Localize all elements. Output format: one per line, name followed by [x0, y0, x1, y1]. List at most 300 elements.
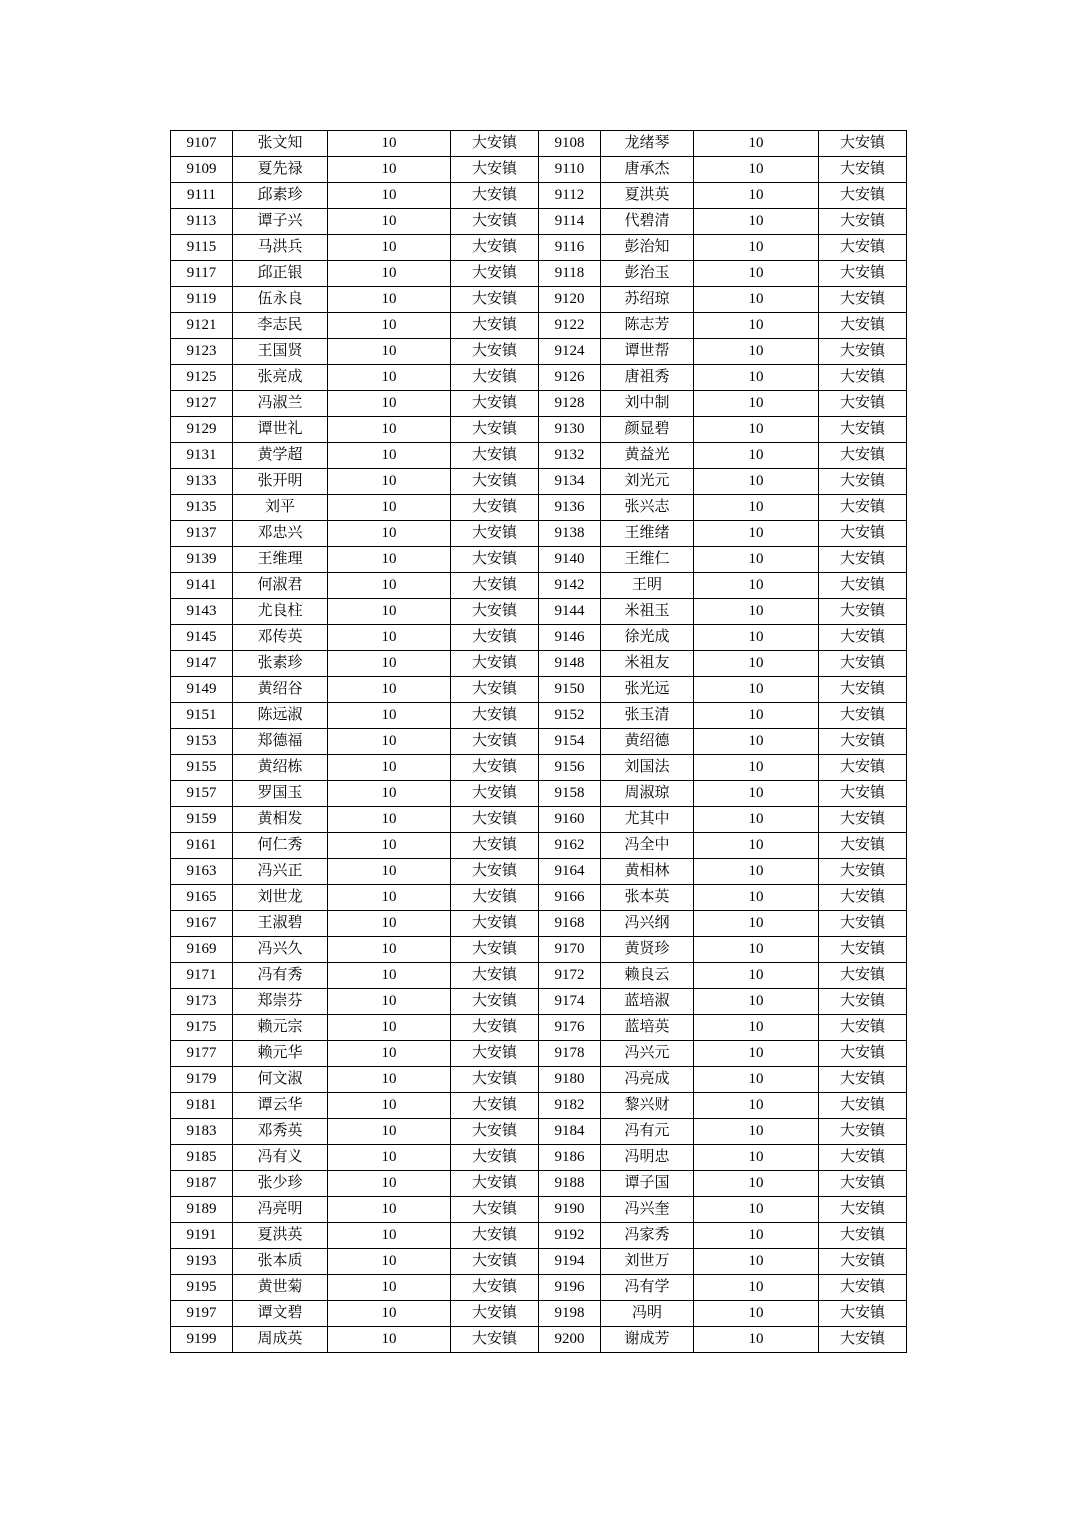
cell-score: 10 [694, 729, 819, 755]
roster-table-body [171, 131, 907, 1353]
cell-name: 赖元华 [233, 1041, 328, 1067]
cell-id: 9158 [539, 781, 601, 807]
cell-town: 大安镇 [819, 1041, 907, 1067]
cell-id: 9109 [171, 157, 233, 183]
table-row [171, 183, 907, 209]
table-row [171, 339, 907, 365]
table-row [171, 755, 907, 781]
cell-score: 10 [694, 885, 819, 911]
table-row [171, 1327, 907, 1353]
cell-town: 大安镇 [819, 1015, 907, 1041]
cell-score: 10 [328, 547, 451, 573]
cell-score: 10 [694, 443, 819, 469]
cell-town: 大安镇 [451, 313, 539, 339]
cell-score: 10 [328, 521, 451, 547]
cell-score: 10 [694, 807, 819, 833]
cell-name: 唐承杰 [601, 157, 694, 183]
cell-score: 10 [694, 1327, 819, 1353]
cell-score: 10 [328, 1119, 451, 1145]
cell-name: 王明 [601, 573, 694, 599]
cell-id: 9186 [539, 1145, 601, 1171]
cell-town: 大安镇 [819, 573, 907, 599]
cell-town: 大安镇 [819, 963, 907, 989]
cell-town: 大安镇 [819, 755, 907, 781]
cell-id: 9139 [171, 547, 233, 573]
table-row [171, 1301, 907, 1327]
cell-score: 10 [328, 1093, 451, 1119]
cell-score: 10 [328, 1197, 451, 1223]
table-row [171, 625, 907, 651]
cell-town: 大安镇 [819, 1119, 907, 1145]
cell-name: 张少珍 [233, 1171, 328, 1197]
table-row [171, 391, 907, 417]
cell-id: 9147 [171, 651, 233, 677]
cell-score: 10 [328, 677, 451, 703]
cell-town: 大安镇 [819, 209, 907, 235]
cell-town: 大安镇 [451, 833, 539, 859]
cell-town: 大安镇 [819, 287, 907, 313]
cell-name: 冯亮成 [601, 1067, 694, 1093]
cell-town: 大安镇 [451, 573, 539, 599]
cell-id: 9151 [171, 703, 233, 729]
cell-score: 10 [694, 235, 819, 261]
table-row [171, 469, 907, 495]
cell-score: 10 [328, 1301, 451, 1327]
cell-town: 大安镇 [819, 1171, 907, 1197]
cell-town: 大安镇 [819, 235, 907, 261]
table-row [171, 677, 907, 703]
cell-score: 10 [328, 365, 451, 391]
cell-score: 10 [328, 573, 451, 599]
cell-town: 大安镇 [451, 1171, 539, 1197]
cell-town: 大安镇 [819, 599, 907, 625]
cell-score: 10 [328, 833, 451, 859]
cell-name: 张兴志 [601, 495, 694, 521]
cell-name: 张开明 [233, 469, 328, 495]
cell-id: 9132 [539, 443, 601, 469]
cell-name: 伍永良 [233, 287, 328, 313]
cell-name: 徐光成 [601, 625, 694, 651]
cell-name: 夏洪英 [233, 1223, 328, 1249]
cell-id: 9185 [171, 1145, 233, 1171]
cell-name: 黄益光 [601, 443, 694, 469]
cell-name: 冯兴奎 [601, 1197, 694, 1223]
cell-name: 刘国法 [601, 755, 694, 781]
table-row [171, 911, 907, 937]
table-row [171, 937, 907, 963]
cell-town: 大安镇 [451, 937, 539, 963]
cell-id: 9149 [171, 677, 233, 703]
cell-id: 9133 [171, 469, 233, 495]
cell-id: 9122 [539, 313, 601, 339]
cell-score: 10 [328, 183, 451, 209]
cell-id: 9164 [539, 859, 601, 885]
cell-town: 大安镇 [451, 131, 539, 157]
cell-name: 蓝培淑 [601, 989, 694, 1015]
cell-id: 9162 [539, 833, 601, 859]
cell-name: 何淑君 [233, 573, 328, 599]
cell-town: 大安镇 [819, 183, 907, 209]
table-row [171, 963, 907, 989]
cell-id: 9178 [539, 1041, 601, 1067]
cell-id: 9175 [171, 1015, 233, 1041]
cell-town: 大安镇 [451, 365, 539, 391]
cell-name: 唐祖秀 [601, 365, 694, 391]
cell-name: 黄相林 [601, 859, 694, 885]
cell-id: 9181 [171, 1093, 233, 1119]
cell-town: 大安镇 [451, 703, 539, 729]
cell-name: 赖元宗 [233, 1015, 328, 1041]
cell-town: 大安镇 [819, 911, 907, 937]
cell-name: 黄绍栋 [233, 755, 328, 781]
cell-id: 9148 [539, 651, 601, 677]
table-row [171, 1041, 907, 1067]
cell-name: 刘光元 [601, 469, 694, 495]
cell-name: 刘中制 [601, 391, 694, 417]
cell-name: 颜显碧 [601, 417, 694, 443]
cell-name: 黄绍德 [601, 729, 694, 755]
cell-score: 10 [328, 1327, 451, 1353]
cell-score: 10 [694, 1041, 819, 1067]
cell-name: 冯有秀 [233, 963, 328, 989]
cell-id: 9165 [171, 885, 233, 911]
cell-score: 10 [694, 365, 819, 391]
cell-score: 10 [694, 937, 819, 963]
cell-id: 9146 [539, 625, 601, 651]
cell-town: 大安镇 [819, 1093, 907, 1119]
cell-name: 黄贤珍 [601, 937, 694, 963]
cell-id: 9155 [171, 755, 233, 781]
cell-name: 邓传英 [233, 625, 328, 651]
cell-id: 9141 [171, 573, 233, 599]
cell-town: 大安镇 [451, 1015, 539, 1041]
cell-town: 大安镇 [451, 339, 539, 365]
cell-name: 张亮成 [233, 365, 328, 391]
table-row [171, 1145, 907, 1171]
table-row [171, 599, 907, 625]
cell-score: 10 [694, 391, 819, 417]
table-row [171, 287, 907, 313]
table-row [171, 1275, 907, 1301]
cell-id: 9136 [539, 495, 601, 521]
cell-score: 10 [328, 625, 451, 651]
cell-score: 10 [328, 781, 451, 807]
cell-name: 周淑琼 [601, 781, 694, 807]
cell-id: 9199 [171, 1327, 233, 1353]
cell-town: 大安镇 [451, 989, 539, 1015]
cell-id: 9188 [539, 1171, 601, 1197]
cell-town: 大安镇 [819, 1197, 907, 1223]
table-row [171, 131, 907, 157]
cell-id: 9110 [539, 157, 601, 183]
cell-town: 大安镇 [451, 651, 539, 677]
cell-id: 9107 [171, 131, 233, 157]
cell-id: 9126 [539, 365, 601, 391]
cell-town: 大安镇 [451, 521, 539, 547]
cell-score: 10 [328, 235, 451, 261]
cell-score: 10 [328, 911, 451, 937]
cell-id: 9180 [539, 1067, 601, 1093]
cell-score: 10 [328, 391, 451, 417]
cell-town: 大安镇 [451, 1145, 539, 1171]
cell-score: 10 [694, 417, 819, 443]
cell-id: 9120 [539, 287, 601, 313]
cell-town: 大安镇 [819, 417, 907, 443]
cell-id: 9121 [171, 313, 233, 339]
cell-town: 大安镇 [451, 729, 539, 755]
cell-id: 9111 [171, 183, 233, 209]
table-row [171, 1249, 907, 1275]
cell-id: 9156 [539, 755, 601, 781]
cell-name: 冯兴纲 [601, 911, 694, 937]
roster-table [170, 130, 907, 1353]
cell-id: 9192 [539, 1223, 601, 1249]
cell-town: 大安镇 [451, 1249, 539, 1275]
cell-score: 10 [694, 1171, 819, 1197]
cell-town: 大安镇 [451, 1301, 539, 1327]
cell-id: 9170 [539, 937, 601, 963]
cell-town: 大安镇 [819, 729, 907, 755]
cell-score: 10 [328, 313, 451, 339]
cell-town: 大安镇 [451, 547, 539, 573]
table-row [171, 885, 907, 911]
cell-id: 9171 [171, 963, 233, 989]
table-row [171, 729, 907, 755]
cell-name: 冯明 [601, 1301, 694, 1327]
cell-town: 大安镇 [451, 469, 539, 495]
cell-score: 10 [694, 781, 819, 807]
table-row [171, 1197, 907, 1223]
cell-id: 9197 [171, 1301, 233, 1327]
cell-score: 10 [694, 313, 819, 339]
cell-name: 米祖玉 [601, 599, 694, 625]
cell-town: 大安镇 [451, 209, 539, 235]
cell-id: 9135 [171, 495, 233, 521]
cell-name: 张文知 [233, 131, 328, 157]
cell-score: 10 [694, 339, 819, 365]
cell-id: 9195 [171, 1275, 233, 1301]
cell-id: 9176 [539, 1015, 601, 1041]
cell-name: 王国贤 [233, 339, 328, 365]
cell-town: 大安镇 [819, 1249, 907, 1275]
cell-town: 大安镇 [819, 833, 907, 859]
cell-town: 大安镇 [451, 677, 539, 703]
table-row [171, 651, 907, 677]
cell-id: 9152 [539, 703, 601, 729]
cell-id: 9134 [539, 469, 601, 495]
cell-id: 9118 [539, 261, 601, 287]
cell-id: 9184 [539, 1119, 601, 1145]
table-row [171, 1171, 907, 1197]
cell-name: 刘世龙 [233, 885, 328, 911]
cell-name: 谢成芳 [601, 1327, 694, 1353]
cell-name: 冯全中 [601, 833, 694, 859]
cell-name: 陈远淑 [233, 703, 328, 729]
cell-town: 大安镇 [819, 261, 907, 287]
cell-town: 大安镇 [819, 391, 907, 417]
cell-town: 大安镇 [451, 443, 539, 469]
cell-id: 9140 [539, 547, 601, 573]
cell-id: 9194 [539, 1249, 601, 1275]
cell-id: 9179 [171, 1067, 233, 1093]
cell-score: 10 [694, 1301, 819, 1327]
cell-id: 9187 [171, 1171, 233, 1197]
cell-score: 10 [328, 339, 451, 365]
cell-score: 10 [328, 1171, 451, 1197]
cell-town: 大安镇 [819, 781, 907, 807]
cell-town: 大安镇 [451, 781, 539, 807]
cell-town: 大安镇 [451, 183, 539, 209]
cell-score: 10 [694, 1197, 819, 1223]
cell-score: 10 [694, 495, 819, 521]
cell-score: 10 [328, 937, 451, 963]
cell-id: 9174 [539, 989, 601, 1015]
cell-id: 9161 [171, 833, 233, 859]
cell-town: 大安镇 [451, 1327, 539, 1353]
cell-name: 邓秀英 [233, 1119, 328, 1145]
table-row [171, 1015, 907, 1041]
cell-score: 10 [694, 547, 819, 573]
table-row [171, 261, 907, 287]
table-row [171, 1067, 907, 1093]
cell-town: 大安镇 [819, 859, 907, 885]
cell-id: 9117 [171, 261, 233, 287]
cell-id: 9200 [539, 1327, 601, 1353]
table-row [171, 521, 907, 547]
cell-name: 张本英 [601, 885, 694, 911]
cell-id: 9137 [171, 521, 233, 547]
cell-id: 9113 [171, 209, 233, 235]
cell-name: 周成英 [233, 1327, 328, 1353]
cell-name: 冯有学 [601, 1275, 694, 1301]
cell-name: 冯亮明 [233, 1197, 328, 1223]
cell-id: 9142 [539, 573, 601, 599]
cell-score: 10 [328, 1015, 451, 1041]
cell-town: 大安镇 [451, 625, 539, 651]
cell-score: 10 [694, 131, 819, 157]
table-row [171, 703, 907, 729]
cell-id: 9119 [171, 287, 233, 313]
cell-score: 10 [694, 1067, 819, 1093]
cell-score: 10 [328, 131, 451, 157]
cell-town: 大安镇 [451, 859, 539, 885]
table-row [171, 833, 907, 859]
cell-town: 大安镇 [819, 365, 907, 391]
cell-id: 9130 [539, 417, 601, 443]
cell-score: 10 [694, 1119, 819, 1145]
cell-score: 10 [694, 911, 819, 937]
cell-score: 10 [694, 1015, 819, 1041]
table-row [171, 443, 907, 469]
table-row [171, 1119, 907, 1145]
cell-id: 9173 [171, 989, 233, 1015]
cell-town: 大安镇 [451, 1041, 539, 1067]
cell-name: 冯明忠 [601, 1145, 694, 1171]
cell-name: 陈志芳 [601, 313, 694, 339]
cell-name: 李志民 [233, 313, 328, 339]
cell-score: 10 [694, 703, 819, 729]
cell-score: 10 [328, 989, 451, 1015]
cell-name: 冯有义 [233, 1145, 328, 1171]
cell-name: 龙绪琴 [601, 131, 694, 157]
cell-name: 冯兴久 [233, 937, 328, 963]
cell-name: 冯有元 [601, 1119, 694, 1145]
cell-score: 10 [328, 859, 451, 885]
table-row [171, 781, 907, 807]
table-row [171, 547, 907, 573]
cell-town: 大安镇 [819, 339, 907, 365]
cell-town: 大安镇 [819, 521, 907, 547]
cell-score: 10 [328, 599, 451, 625]
cell-town: 大安镇 [451, 157, 539, 183]
cell-score: 10 [694, 963, 819, 989]
cell-name: 谭文碧 [233, 1301, 328, 1327]
cell-town: 大安镇 [451, 599, 539, 625]
cell-id: 9123 [171, 339, 233, 365]
cell-name: 张玉清 [601, 703, 694, 729]
cell-id: 9169 [171, 937, 233, 963]
cell-id: 9172 [539, 963, 601, 989]
cell-id: 9193 [171, 1249, 233, 1275]
cell-score: 10 [694, 1275, 819, 1301]
cell-id: 9183 [171, 1119, 233, 1145]
cell-town: 大安镇 [819, 885, 907, 911]
cell-name: 郑崇芬 [233, 989, 328, 1015]
cell-id: 9177 [171, 1041, 233, 1067]
cell-town: 大安镇 [451, 1275, 539, 1301]
cell-score: 10 [694, 287, 819, 313]
cell-town: 大安镇 [819, 547, 907, 573]
cell-name: 谭子兴 [233, 209, 328, 235]
cell-score: 10 [328, 157, 451, 183]
table-row [171, 417, 907, 443]
cell-name: 何仁秀 [233, 833, 328, 859]
cell-id: 9143 [171, 599, 233, 625]
cell-town: 大安镇 [451, 963, 539, 989]
cell-score: 10 [694, 521, 819, 547]
cell-name: 代碧清 [601, 209, 694, 235]
cell-score: 10 [694, 859, 819, 885]
cell-name: 邱素珍 [233, 183, 328, 209]
cell-name: 黎兴财 [601, 1093, 694, 1119]
cell-name: 赖良云 [601, 963, 694, 989]
cell-id: 9191 [171, 1223, 233, 1249]
table-row [171, 573, 907, 599]
cell-id: 9127 [171, 391, 233, 417]
cell-id: 9167 [171, 911, 233, 937]
table-row [171, 989, 907, 1015]
cell-id: 9129 [171, 417, 233, 443]
cell-score: 10 [328, 209, 451, 235]
cell-name: 王维绪 [601, 521, 694, 547]
cell-town: 大安镇 [451, 1093, 539, 1119]
cell-score: 10 [694, 1093, 819, 1119]
cell-score: 10 [328, 1275, 451, 1301]
cell-town: 大安镇 [819, 625, 907, 651]
cell-town: 大安镇 [819, 703, 907, 729]
cell-score: 10 [328, 1041, 451, 1067]
table-row [171, 859, 907, 885]
cell-town: 大安镇 [451, 391, 539, 417]
cell-score: 10 [328, 885, 451, 911]
cell-id: 9150 [539, 677, 601, 703]
cell-score: 10 [694, 833, 819, 859]
table-row [171, 1223, 907, 1249]
cell-name: 王淑碧 [233, 911, 328, 937]
cell-id: 9145 [171, 625, 233, 651]
cell-town: 大安镇 [451, 1197, 539, 1223]
cell-score: 10 [328, 443, 451, 469]
